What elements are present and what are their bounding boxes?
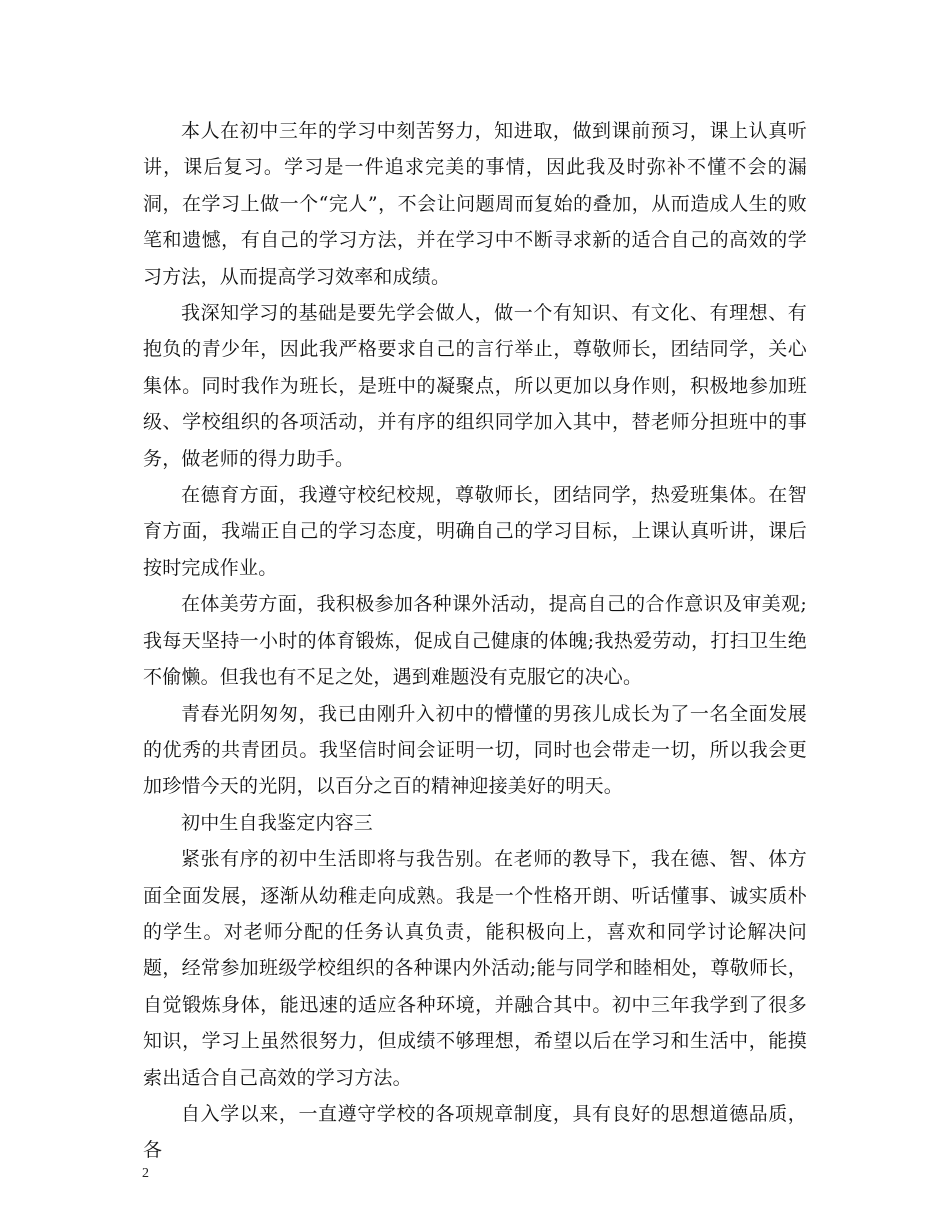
paragraph-youth: 青春光阴匆匆，我已由刚升入初中的懵懂的男孩儿成长为了一名全面发展的优秀的共青团员。我坚信时间会证明一切，同时也会带走一切，所以我会更加珍惜今天的光阴，以百分之百的精神迎接美好的明天。 bbox=[143, 702, 807, 798]
paragraph-moral-intellectual: 在德育方面，我遵守校纪校规，尊敬师长，团结同学，热爱班集体。在智育方面，我端正自己的学习态度，明确自己的学习目标，上课认真听讲，课后按时完成作业。 bbox=[143, 484, 807, 579]
paragraph-since-enrollment: 自入学以来，一直遵守学校的各项规章制度，具有良好的思想道德品质，各 bbox=[143, 1102, 807, 1162]
section-heading: 初中生自我鉴定内容三 bbox=[181, 811, 374, 834]
page-number: 2 bbox=[142, 1166, 149, 1181]
paragraph-character: 我深知学习的基础是要先学会做人，做一个有知识、有文化、有理想、有抱负的青少年，因此我严格要求自己的言行举止，尊敬师长，团结同学，关心集体。同时我作为班长，是班中的凝聚点，所以更加以身作则，积极地参加班级、学校组织的各项活动，并有序的组织同学加入其中，替老师分担班中的事务，做老师的得力助手。 bbox=[143, 302, 807, 470]
document-body bbox=[143, 113, 807, 1169]
paragraph-physical-aesthetic: 在体美劳方面，我积极参加各种课外活动，提高自己的合作意识及审美观;我每天坚持一小时的体育锻炼，促成自己健康的体魄;我热爱劳动，打扫卫生绝不偷懒。但我也有不足之处，遇到难题没有克服它的决心。 bbox=[143, 593, 807, 689]
paragraph-study-effort: 本人在初中三年的学习中刻苦努力，知进取，做到课前预习，课上认真听讲，课后复习。学习是一件追求完美的事情，因此我及时弥补不懂不会的漏洞，在学习上做一个“完人”，不会让问题周而复始的叠加，从而造成人生的败笔和遗憾，有自己的学习方法，并在学习中不断寻求新的适合自己的高效的学习方法，从而提高学习效率和成绩。 bbox=[143, 120, 807, 288]
paragraph-middle-school-life: 紧张有序的初中生活即将与我告别。在老师的教导下，我在德、智、体方面全面发展，逐渐从幼稚走向成熟。我是一个性格开朗、听话懂事、诚实质朴的学生。对老师分配的任务认真负责，能积极向上，喜欢和同学讨论解决问题，经常参加班级学校组织的各种课内外活动;能与同学和睦相处，尊敬师长，自觉锻炼身体，能迅速的适应各种环境，并融合其中。初中三年我学到了很多知识，学习上虽然很努力，但成绩不够理想，希望以后在学习和生活中，能摸索出适合自己高效的学习方法。 bbox=[143, 848, 807, 1089]
